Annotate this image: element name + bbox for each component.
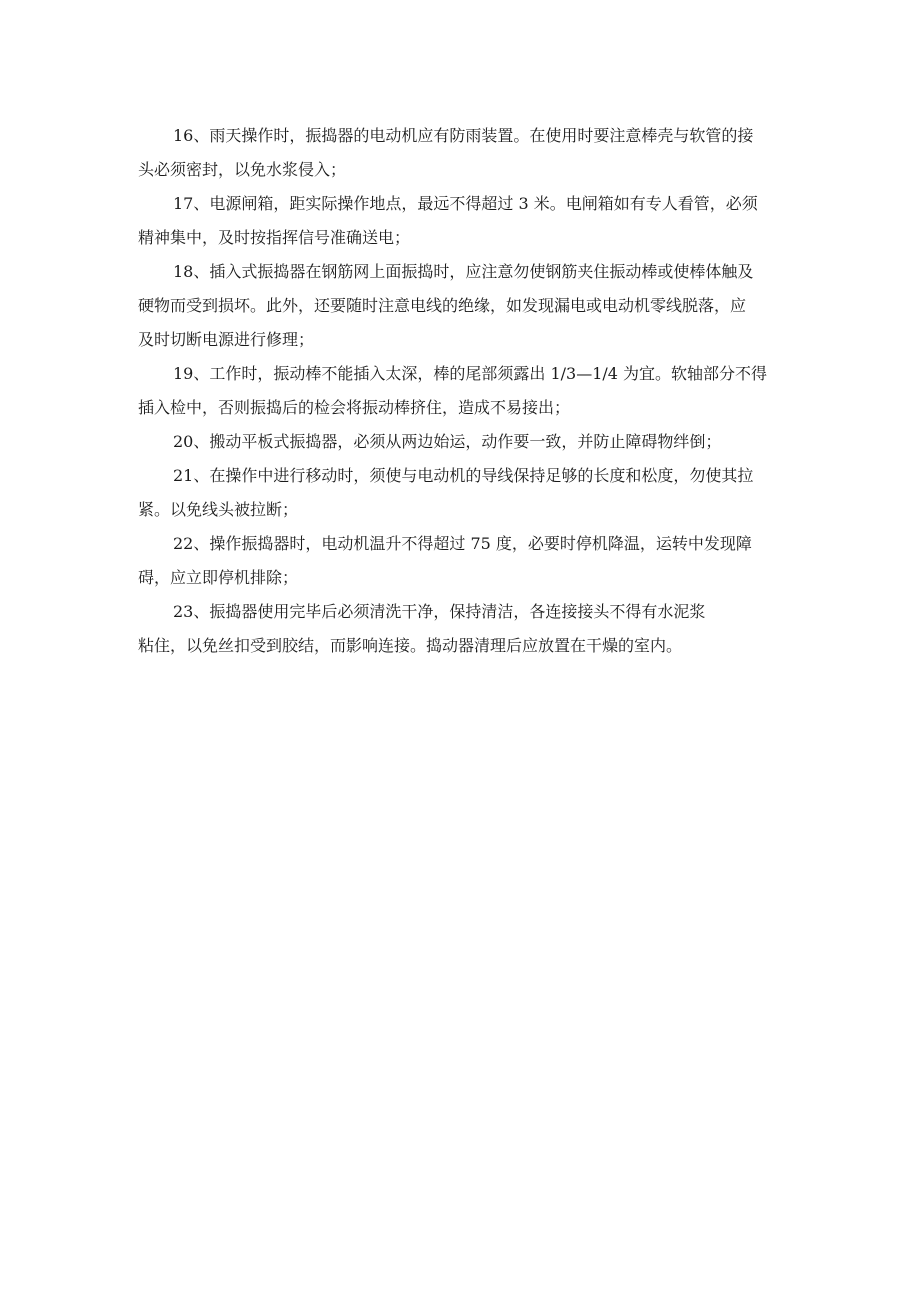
- paragraph-21: [138, 459, 784, 527]
- paragraph-line: 硬物而受到损坏。此外，还要随时注意电线的绝缘，如发现漏电或电动机零线脱落，应: [138, 296, 747, 315]
- paragraph-line: 碍，应立即停机排除；: [138, 568, 299, 587]
- paragraph-17: [138, 187, 784, 255]
- paragraph-line: 16、雨天操作时，振捣器的电动机应有防雨装置。在使用时要注意棒壳与软管的接: [173, 126, 754, 145]
- paragraph-line: 18、插入式振捣器在钢筋网上面振捣时，应注意勿使钢筋夹住振动棒或使棒体触及: [173, 262, 754, 281]
- paragraph-line: 粘住，以免丝扣受到胶结，而影响连接。捣动器清理后应放置在干燥的室内。: [138, 636, 683, 655]
- paragraph-line: 紧。以免线头被拉断；: [138, 500, 299, 519]
- paragraph-line: 及时切断电源进行修理；: [138, 330, 315, 349]
- paragraph-23: [138, 595, 784, 663]
- document-body: [138, 119, 784, 663]
- paragraph-line: 22、操作振捣器时，电动机温升不得超过 75 度，必要时停机降温，运转中发现障: [173, 534, 752, 553]
- paragraph-22: [138, 527, 784, 595]
- paragraph-line: 精神集中，及时按指挥信号准确送电；: [138, 228, 411, 247]
- paragraph-line: 19、工作时，振动棒不能插入太深，棒的尾部须露出 1/3—1/4 为宜。软轴部分不得: [173, 364, 768, 383]
- paragraph-line: 头必须密封，以免水浆侵入；: [138, 160, 347, 179]
- paragraph-16: [138, 119, 784, 187]
- paragraph-20: [138, 425, 784, 459]
- paragraph-line: 21、在操作中进行移动时，须使与电动机的导线保持足够的长度和松度，勿使其拉: [173, 466, 754, 485]
- paragraph-18: [138, 255, 784, 357]
- paragraph-line: 插入检中，否则振捣后的检会将振动棒挤住，造成不易接出；: [138, 398, 571, 417]
- paragraph-line: 17、电源闸箱，距实际操作地点，最远不得超过 3 米。电闸箱如有专人看管，必须: [173, 194, 758, 213]
- paragraph-19: [138, 357, 784, 425]
- paragraph-line: 23、振捣器使用完毕后必须清洗干净，保持清洁，各连接接头不得有水泥浆: [173, 602, 706, 621]
- paragraph-line: 20、搬动平板式振捣器，必须从两边始运，动作要一致，并防止障碍物绊倒；: [173, 432, 722, 451]
